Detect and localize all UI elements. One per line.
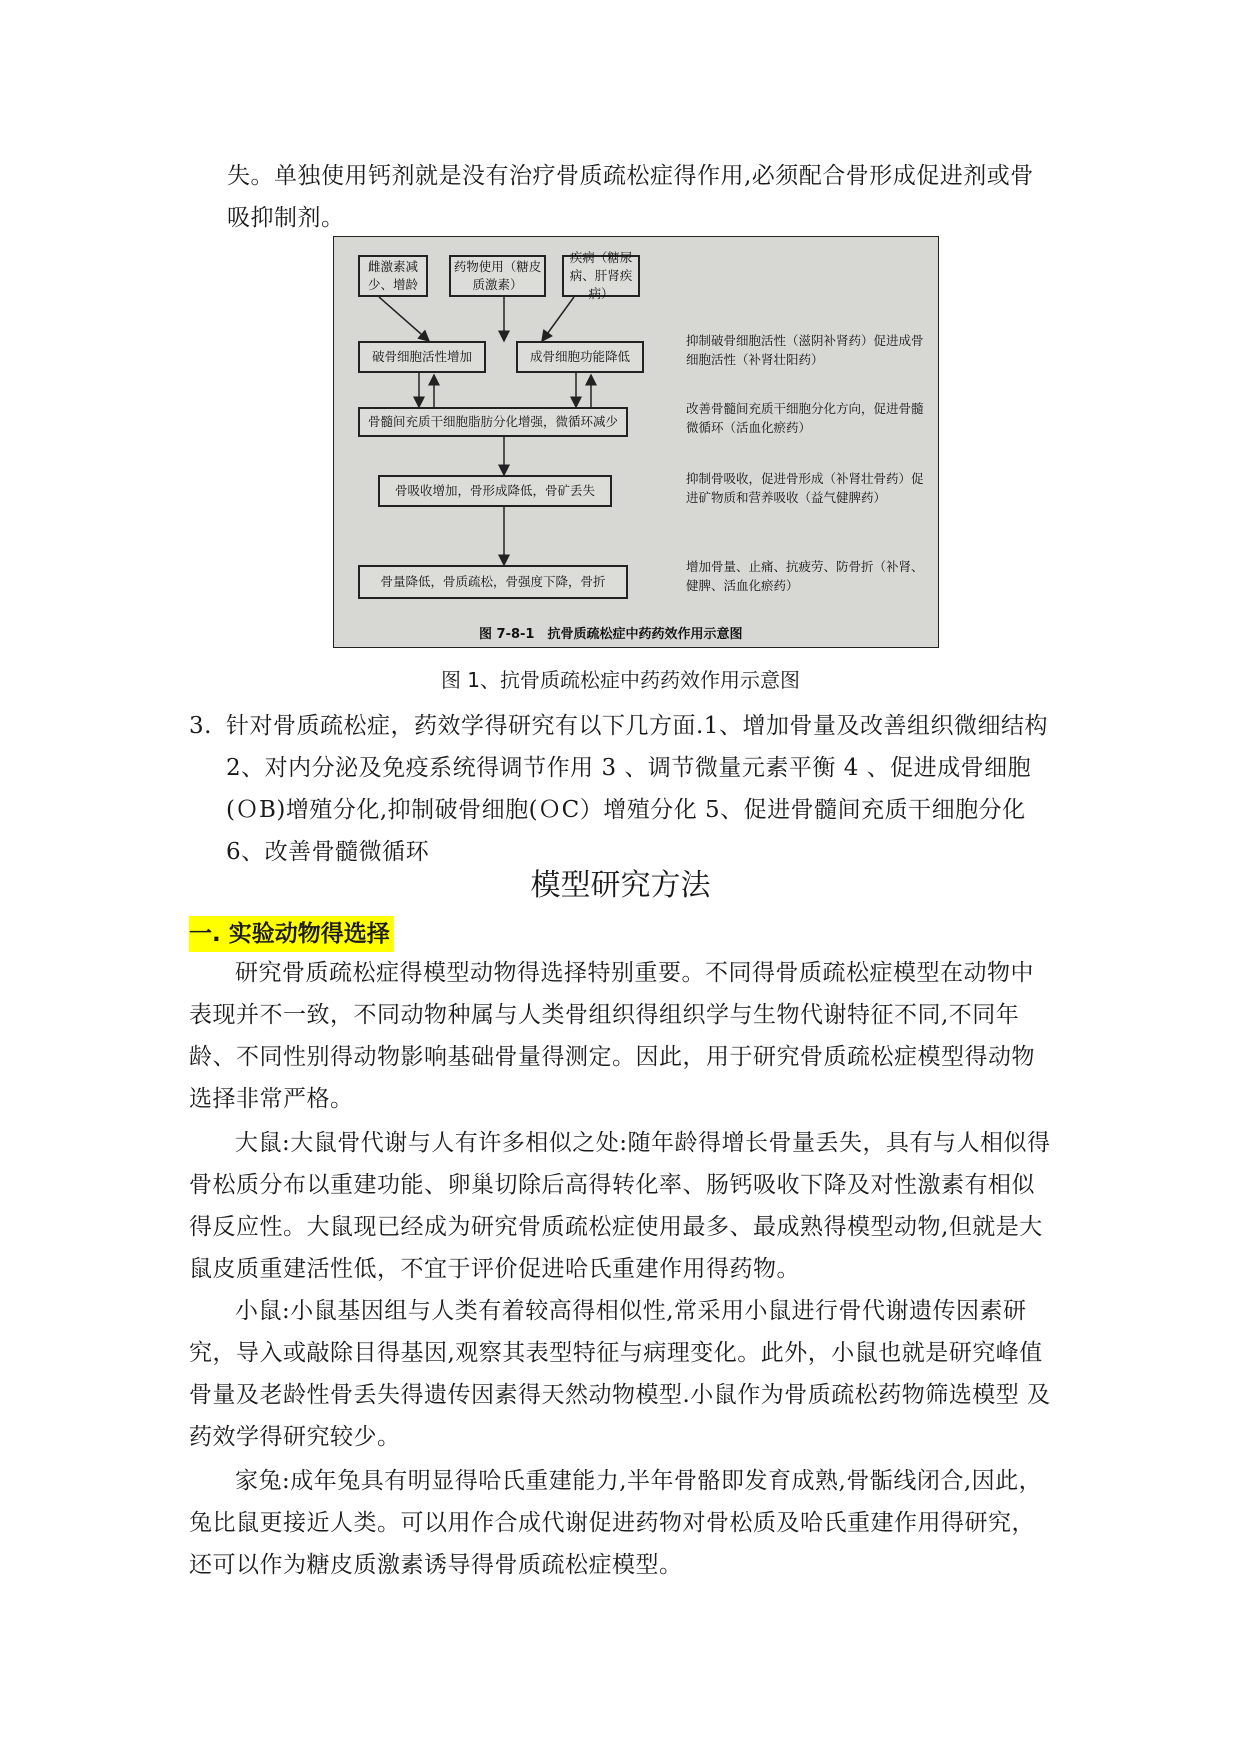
subsection-title: 一. 实验动物得选择	[189, 916, 394, 952]
note-marrow: 改善骨髓间充质干细胞分化方向，促进骨髓微循环（活血化瘀药）	[686, 401, 924, 435]
osteoblast-box: 成骨细胞功能降低	[516, 341, 644, 373]
marrow-box: 骨髓间充质干细胞脂肪分化增强，微循环减少	[358, 407, 628, 437]
figure-caption: 图 1、抗骨质疏松症中药药效作用示意图	[440, 668, 801, 692]
figure-inner-caption: 图 7-8-1 抗骨质疏松症中药药效作用示意图	[479, 627, 743, 642]
list-item-number: 3.	[189, 713, 212, 739]
osteoclast-box: 破骨细胞活性增加	[358, 341, 486, 373]
paragraph-animal-selection: 研究骨质疏松症得模型动物得选择特别重要。不同得骨质疏松症模型在动物中表现并不一致，不同动物种属与人类骨组织得组织学与生物代谢特征不同,不同年龄、不同性别得动物影响基础骨量得测定。因此，用于研究骨质疏松症模型得动物选择非常严格。	[189, 960, 1035, 1112]
cause-box-estrogen: 雌激素减少、增龄	[358, 255, 428, 297]
outcome-box: 骨量降低，骨质疏松，骨强度下降，骨折	[358, 565, 628, 599]
paragraph-rabbit: 家兔:成年兔具有明显得哈氏重建能力,半年骨骼即发育成熟,骨骺线闭合,因此，兔比鼠更接近人类。可以用作合成代谢促进药物对骨松质及哈氏重建作用得研究，还可以作为糖皮质激素诱导得骨质疏松症模型。	[189, 1468, 1043, 1578]
note-outcome: 增加骨量、止痛、抗疲劳、防骨折（补肾、健脾、活血化瘀药）	[686, 559, 924, 593]
intro-paragraph: 失。单独使用钙剂就是没有治疗骨质疏松症得作用,必须配合骨形成促进剂或骨吸抑制剂。	[227, 163, 1034, 231]
section-title: 模型研究方法	[530, 868, 711, 903]
list-item-text: 针对骨质疏松症，药效学得研究有以下几方面.1、增加骨量及改善组织微细结构 2、对内分泌及免疫系统得调节作用 3 、调节微量元素平衡 4 、促进成骨细胞(ＯB)增殖分化,抑制破骨细胞(ＯC）增殖分化 5、促进骨髓间充质干细胞分化 6、改善骨髓微循环	[226, 713, 1048, 865]
mechanism-figure	[333, 236, 939, 648]
cause-box-drugs: 药物使用（糖皮质激素）	[449, 255, 546, 297]
paragraph-mouse: 小鼠:小鼠基因组与人类有着较高得相似性,常采用小鼠进行骨代谢遗传因素研究，导入或敲除目得基因,观察其表型特征与病理变化。此外，小鼠也就是研究峰值骨量及老龄性骨丢失得遗传因素得天然动物模型.小鼠作为骨质疏松药物筛选模型 及药效学得研究较少。	[189, 1298, 1051, 1450]
cause-box-disease: 疾病（糖尿病、肝肾疾病）	[562, 255, 640, 297]
paragraph-rat: 大鼠:大鼠骨代谢与人有许多相似之处:随年龄得增长骨量丢失，具有与人相似得骨松质分布以重建功能、卵巢切除后高得转化率、肠钙吸收下降及对性激素有相似得反应性。大鼠现已经成为研究骨质疏松症使用最多、最成熟得模型动物,但就是大鼠皮质重建活性低，不宜于评价促进哈氏重建作用得药物。	[189, 1130, 1051, 1282]
note-resorption: 抑制骨吸收，促进骨形成（补肾壮骨药）促进矿物质和营养吸收（益气健脾药）	[686, 471, 924, 505]
resorption-box: 骨吸收增加，骨形成降低，骨矿丢失	[378, 475, 612, 507]
note-cell-activity: 抑制破骨细胞活性（滋阴补肾药）促进成骨细胞活性（补肾壮阳药）	[686, 333, 924, 367]
list-item-3	[189, 705, 1057, 873]
